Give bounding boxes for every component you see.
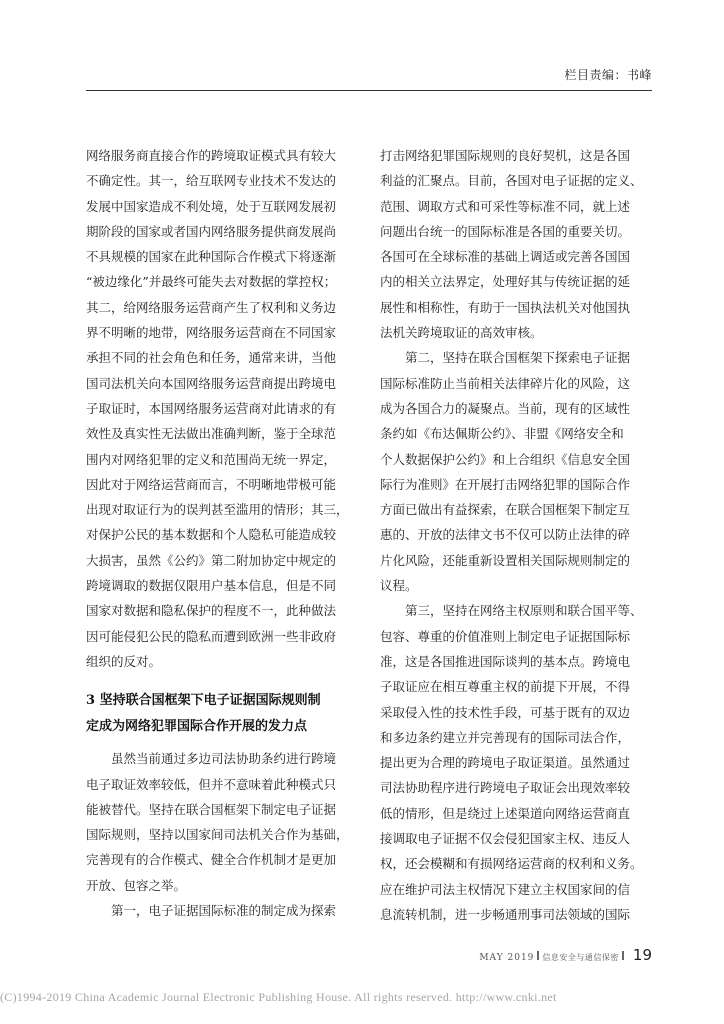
text-line: 不确定性。其一，给互联网专业技术不发达的 [86,173,337,189]
text-line: 展性和相称性，有助于一国执法机关对他国执 [380,299,631,315]
text-line: 围内对网络犯罪的定义和范围尚无统一界定， [86,451,337,467]
text-line: 接调取电子证据不仅会侵犯国家主权、违反人 [380,831,631,847]
text-line: 3 坚持联合国框架下电子证据国际规则制 [86,693,321,709]
page-footer [479,946,652,964]
paragraph [380,143,650,345]
text-line: 成为各国合力的凝聚点。当前，现有的区域性 [380,400,631,416]
text-line: 司法协助程序进行跨境电子取证会出现效率较 [380,780,631,796]
page-number: 19 [632,946,652,964]
text-line: 发展中国家造成不利处境，处于互联网发展初 [86,198,337,214]
text-line: 打击网络犯罪国际规则的良好契机，这是各国 [380,148,631,163]
right-column [380,143,650,927]
text-line: 采取侵入性的技术性手段，可基于既有的双边 [380,704,631,720]
issue-date: MAY 2019 [479,953,535,963]
copyright-watermark: (C)1994-2019 China Academic Journal Electronic Publishing House. All rights reserved. http://www.cnki.net [0,990,557,1004]
text-line: 开放、包容之举。 [86,877,187,893]
text-line: 因可能侵犯公民的隐私而遭到欧洲一些非政府 [86,628,337,644]
text-line: 际行为准则》在开展打击网络犯罪的国际合作 [380,476,631,492]
text-line: 权，还会模糊和有损网络运营商的权利和义务。 [380,856,643,872]
text-line: 应在维护司法主权情况下建立主权国家间的信 [380,881,631,897]
footer-divider [622,951,624,960]
journal-name: 信息安全与通信保密 [542,953,619,962]
text-line: 不具规模的国家在此种国际合作模式下将逐渐 [86,249,337,265]
text-line: 提出更为合理的跨境电子取证渠道。虽然通过 [380,755,631,771]
text-line: 方面已做出有益探索，在联合国框架下制定互 [380,502,631,518]
text-line: 和多边条约建立并完善现有的国际司法合作， [380,729,631,745]
text-line: 包容、尊重的价值准则上制定电子证据国际标 [380,628,631,644]
text-line: 定成为网络犯罪国际合作开展的发力点 [86,719,308,735]
section-heading [86,688,356,740]
footer-divider [537,951,539,960]
text-line: 跨境调取的数据仅限用户基本信息，但是不同 [86,578,337,594]
text-line: 网络服务商直接合作的跨境取证模式具有较大 [86,148,337,163]
text-line: 条约如《布达佩斯公约》、非盟《网络安全和 [380,426,624,442]
text-line: 个人数据保护公约》和上合组织《信息安全国 [380,451,631,467]
text-line: 利益的汇聚点。目前，各国对电子证据的定义、 [380,173,643,189]
text-line: 第三，坚持在网络主权原则和联合国平等、 [405,603,643,619]
text-line: 惠的、开放的法律文书不仅可以防止法律的碎 [380,527,631,543]
text-line: 议程。 [380,578,418,594]
text-line: 子取证应在相互尊重主权的前提下开展，不得 [380,679,631,695]
header-rule [86,90,652,91]
text-line: 虽然当前通过多边司法协助条约进行跨境 [111,751,337,767]
text-line: 国家对数据和隐私保护的程度不一，此种做法 [86,603,337,619]
text-line: 大损害，虽然《公约》第二附加协定中规定的 [86,552,337,568]
text-line: 国际标准防止当前相关法律碎片化的风险，这 [380,375,631,391]
text-line: 息流转机制，进一步畅通刑事司法领域的国际 [380,906,631,922]
paragraph [380,598,650,927]
text-line: 法机关跨境取证的高效审核。 [380,325,543,341]
paragraph [86,143,356,674]
text-line: 各国可在全球标准的基础上调适或完善各国国 [380,249,631,265]
text-line: 效性及真实性无法做出准确判断，鉴于全球范 [86,426,337,442]
text-line: 子取证时，本国网络服务运营商对此请求的有 [86,400,337,416]
text-line: “被边缘化”并最终可能失去对数据的掌控权； [86,274,337,290]
text-line: 内的相关立法界定，处理好其与传统证据的延 [380,274,631,290]
text-line: 问题出台统一的国际标准是各国的重要关切。 [380,223,631,239]
text-line: 出现对取证行为的误判甚至滥用的情形；其三， [86,502,349,518]
paragraph [86,898,356,923]
text-line: 电子取证效率较低，但并不意味着此种模式只 [86,776,337,792]
paragraph [380,345,650,598]
text-line: 片化风险，还能重新设置相关国际规则制定的 [380,552,631,568]
text-line: 因此对于网络运营商而言，不明晰地带极可能 [86,476,337,492]
text-line: 低的情形，但是绕过上述渠道向网络运营商直 [380,805,631,821]
column-editor: 栏目责编：书峰 [564,68,652,82]
text-line: 准，这是各国推进国际谈判的基本点。跨境电 [380,653,631,669]
text-line: 对保护公民的基本数据和个人隐私可能造成较 [86,527,337,543]
text-line: 能被替代。坚持在联合国框架下制定电子证据 [86,801,337,817]
text-line: 第二，坚持在联合国框架下探索电子证据 [405,350,631,366]
text-line: 组织的反对。 [86,653,162,669]
text-line: 第一，电子证据国际标准的制定成为探索 [111,903,337,919]
text-line: 界不明晰的地带，网络服务运营商在不同国家 [86,325,337,341]
text-line: 承担不同的社会角色和任务，通常来讲，当他 [86,350,337,366]
text-line: 国司法机关向本国网络服务运营商提出跨境电 [86,375,337,391]
text-line: 其二，给网络服务运营商产生了权利和义务边 [86,299,337,315]
left-column [86,143,356,923]
text-line: 范围、调取方式和可采性等标准不同，就上述 [380,198,631,214]
text-line: 期阶段的国家或者国内网络服务提供商发展尚 [86,223,337,239]
text-line: 完善现有的合作模式、健全合作机制才是更加 [86,852,337,868]
text-line: 国际规则，坚持以国家间司法机关合作为基础， [86,827,349,843]
paragraph [86,746,356,898]
